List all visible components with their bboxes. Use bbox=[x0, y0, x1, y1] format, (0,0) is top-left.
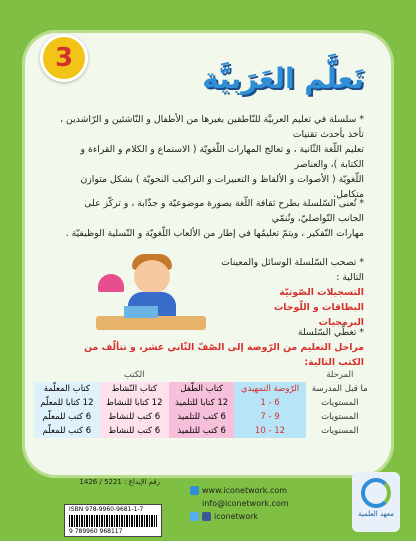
deposit-number: رقم الإيداع : 5221 / 1426 bbox=[79, 478, 160, 486]
aids-list bbox=[204, 255, 364, 330]
cell-age: 12 - 10 bbox=[234, 424, 305, 438]
mail-icon bbox=[190, 499, 199, 508]
series-title: تَعلَّم العَرَبيَّة bbox=[202, 62, 364, 95]
cell-activity: 6 كتب للنشاط bbox=[100, 410, 169, 424]
social-text: iconetwork bbox=[214, 512, 259, 521]
barcode-icon bbox=[69, 515, 157, 527]
facebook-icon bbox=[202, 512, 211, 521]
description-paragraph-2 bbox=[59, 196, 364, 241]
cell-student: 12 كتابا للتلميذ bbox=[169, 396, 235, 410]
cell-teacher: 6 كتب للمعلّم bbox=[34, 424, 100, 438]
paragraph-line: اللّغويّة ( الأصوات و الألفاظ و التعبيرات و التراكيب النحويّة ) بشكل متوازن متكامل. bbox=[80, 174, 364, 200]
cell-teacher: 6 كتب للمعلّم bbox=[34, 410, 100, 424]
aid-item: البطاقات و اللّوحات bbox=[273, 302, 364, 313]
globe-icon bbox=[190, 486, 199, 495]
cell-teacher: كتاب المعلّمة bbox=[34, 382, 100, 396]
table-row bbox=[34, 382, 374, 396]
level-badge: 3 bbox=[40, 34, 88, 82]
isbn-barcode bbox=[64, 504, 162, 537]
email-text: info@iconetwork.com bbox=[202, 499, 289, 508]
cell-teacher: 12 كتابا للمعلّم bbox=[34, 396, 100, 410]
cell-level: المستويات bbox=[321, 426, 359, 436]
aid-item: البرمجيات bbox=[318, 317, 364, 328]
email-link[interactable] bbox=[190, 497, 289, 510]
aids-intro: * تصحب السّلسلة الوسائل والمعينات التالية : bbox=[221, 257, 364, 283]
cell-age: 6 - 1 bbox=[234, 396, 305, 410]
cell-activity: 6 كتب للنشاط bbox=[100, 424, 169, 438]
website-link[interactable] bbox=[190, 484, 289, 497]
cell-student: 6 كتب للتلميذ bbox=[169, 410, 235, 424]
books-table bbox=[34, 368, 374, 438]
logo-text: معهد العلمية bbox=[358, 510, 394, 518]
cell-activity: كتاب النّشاط bbox=[100, 382, 169, 396]
cell-activity: 12 كتابا للنشاط bbox=[100, 396, 169, 410]
contact-info bbox=[190, 484, 289, 523]
paragraph-line: * تُعنى السّلسلة بطرح ثقافة اللّغة بصورة موضوعيّة و جذّابة ، و تركّز على الجانب التّواصليّ، وتُنمّي bbox=[84, 198, 364, 224]
paragraph-line: * سلسلة في تعليم العربيَّة للنّاطقين بغيرها من الأطفال و النّاشئين و الرّاشدين ، تأخذ بأحدث تقنيات bbox=[60, 114, 364, 140]
twitter-icon bbox=[190, 512, 199, 521]
table-row bbox=[34, 424, 374, 438]
cell-level: ما قبل المدرسة bbox=[311, 384, 368, 394]
coverage-intro: * تغطّي السّلسلة bbox=[297, 327, 364, 338]
cell-age: 9 - 7 bbox=[234, 410, 305, 424]
table-header-row bbox=[34, 368, 374, 382]
isbn-number: 9 789960 968117 bbox=[69, 528, 123, 535]
cell-student: كتاب الطّفل bbox=[169, 382, 235, 396]
cell-student: 6 كتب للتلميذ bbox=[169, 424, 235, 438]
cell-level: المستويات bbox=[321, 398, 359, 408]
coverage-paragraph bbox=[59, 325, 364, 370]
boy-studying-illustration bbox=[88, 254, 208, 336]
header-books: الكتب bbox=[123, 370, 145, 380]
header-level: المرحلة bbox=[326, 370, 354, 380]
publisher-logo bbox=[352, 472, 400, 532]
publisher-logo-icon bbox=[361, 478, 391, 508]
description-paragraph-1 bbox=[59, 112, 364, 202]
table-row bbox=[34, 410, 374, 424]
paragraph-line: مهارات التّفكير ، ويتمّ تعليمُها في إطار من الألعاب اللّغويّة و التّسلية الوظيفيّة . bbox=[65, 228, 364, 239]
isbn-label: ISBN 978-9960-9681-1-7 bbox=[69, 506, 144, 513]
paragraph-line: تعليم اللّغة الثّانية ، و تعالج المهارات اللّغويّة ( الاستماع و الكلام و القراءة و الكتابة )، والعناصر bbox=[80, 144, 364, 170]
coverage-text: مراحل التعليم من الرّوضة إلى الصّفّ الثّاني عشر، و تتألّف من الكتب التالية: bbox=[84, 342, 364, 368]
social-links[interactable] bbox=[190, 510, 289, 523]
cell-level: المستويات bbox=[321, 412, 359, 422]
cell-age: الرّوضة التمهيدي bbox=[234, 382, 305, 396]
table-row bbox=[34, 396, 374, 410]
aid-item: التسجيلات الصّوتيّة bbox=[279, 287, 364, 298]
website-text: www.iconetwork.com bbox=[202, 486, 288, 495]
